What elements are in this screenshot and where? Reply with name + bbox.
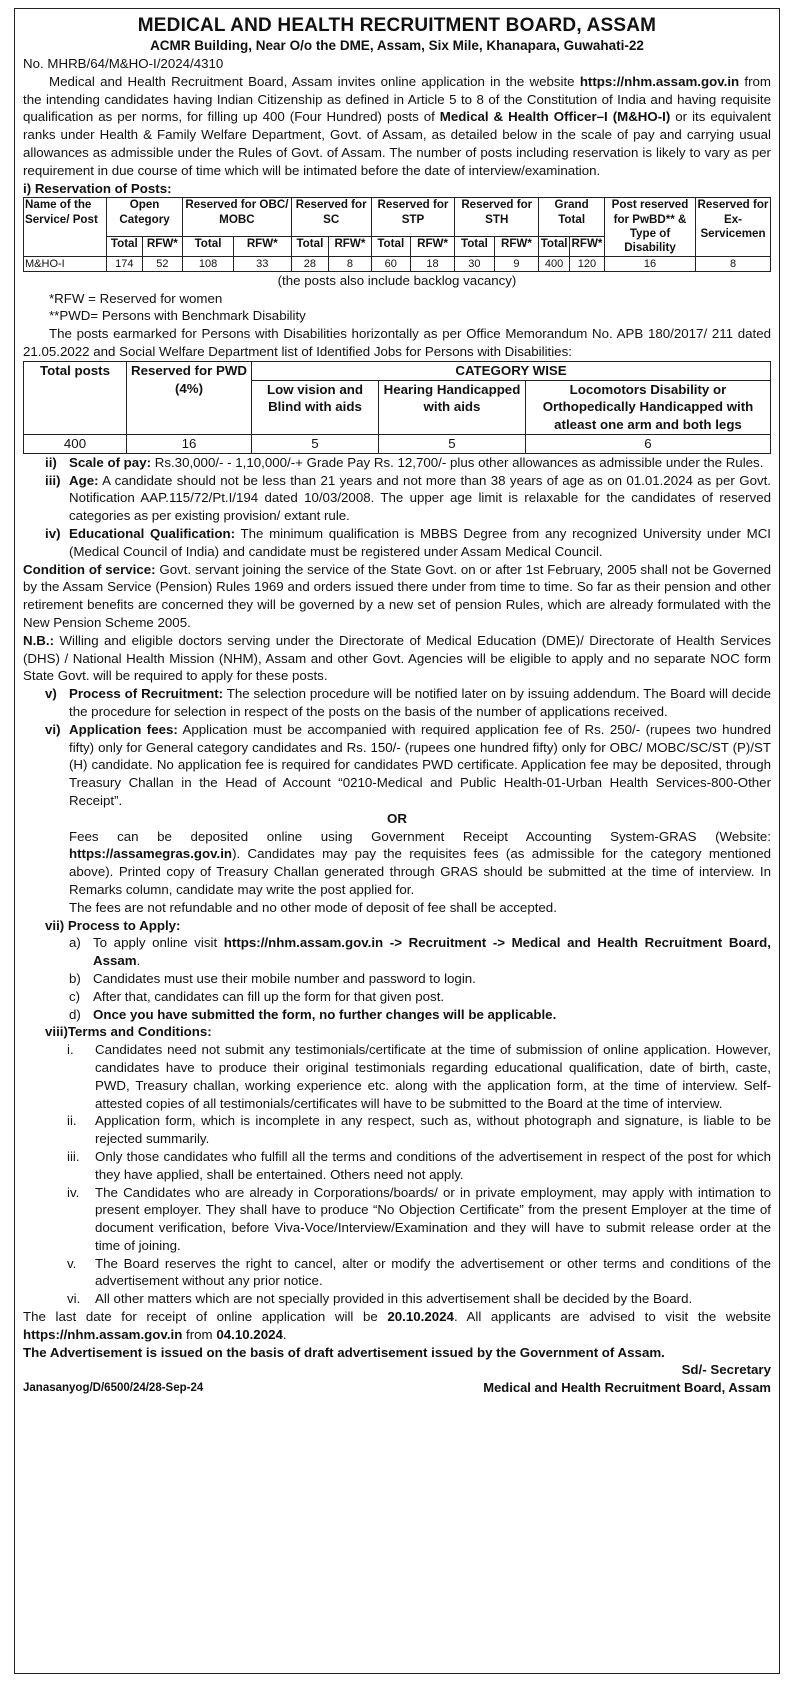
janasanyog-code: Janasanyog/D/6500/24/28-Sep-24 [23, 1382, 204, 1395]
apply-step-d: d) Once you have submitted the form, no further changes will be applicable. [69, 1006, 557, 1022]
intro-paragraph: Medical and Health Recruitment Board, Assam invites online application in the website https://nhm.assam.gov.in from the intending candidates having Indian Citizenship as defined in Article 5 to 8 of the Constitution of India and having requisite qualification as per norms, for filling up 400 (Four Hundred) posts of Medical & Health Officer–I (M&HO-I) or its equivalent ranks under Health & Family Welfare Department, Govt. of Assam, as detailed below in the scale of pay and carrying usual allowances as admissible under the Rules of Govt. of Assam. The number of posts including reservation is likely to vary as per requirement in due course of time which will be intimated before the date of interview/examination. [23, 73, 771, 178]
pwd-paragraph: The posts earmarked for Persons with Disabilities horizontally as per Office Memorandum No. APB 180/2017/ 211 dated 21.05.2022 and Social Welfare Department list of Identified Jobs for Persons with Disabilities: [23, 326, 771, 360]
condition-of-service: Condition of service: Govt. servant joining the service of the State Govt. on or after 1st February, 2005 shall not be Governed by the Assam Service (Pension) Rules 1969 and orders issued there under from time to time. So far as their pension and other retirement benefits are concerned they will be governed by a new set of pension Rules, which are already formulated with the New Pension Scheme 2005. [23, 561, 771, 630]
rfw-note: *RFW = Reserved for women [49, 290, 223, 306]
reservation-table: Name of the Service/ Post Open Category Reserved for OBC/ MOBC Reserved for SC Reserved for STP Reserved for STH Grand Total Post reserved for PwBD** & Type of Disability Reserved for Ex-Servicemen Total RFW* Total RFW* Total RFW* Total RFW* Total RFW* Total RFW* M&HO-I 174 52 108 33 28 8 60 18 30 9 400 120 16 8 [23, 197, 771, 271]
website-link[interactable]: https://nhm.assam.gov.in [579, 73, 740, 89]
term-item: vi. All other matters which are not specially provided in this advertisement shall be decided by the Board. [67, 1291, 693, 1307]
nhm-website-link[interactable]: https://nhm.assam.gov.in [23, 1326, 183, 1342]
term-item: v. The Board reserves the right to cancel, alter or modify the advertisement or other terms and conditions of the advertisement without any prior notice. [67, 1255, 771, 1289]
signature-line: Sd/- Secretary [681, 1362, 771, 1378]
recruitment-link[interactable]: https://nhm.assam.gov.in -> Recruitment -> Medical and Health Recruitment Board, Assam [93, 935, 771, 969]
apply-step-a: a) To apply online visit https://nhm.assam.gov.in -> Recruitment -> Medical and Health Recruitment Board, Assam. [69, 935, 771, 969]
educational-qualification: iv) Educational Qualification: The minimum qualification is MBBS Degree from any recognized University under MCI (Medical Council of India) and candidate must be registered under Assam Medical Council. [45, 526, 772, 559]
process-of-recruitment: v) Process of Recruitment: The selection procedure will be notified later on by issuing addendum. The Board will decide the procedure for selection in respect of the posts on the basis of the number of applications received. [45, 686, 771, 719]
footer [23, 1379, 771, 1397]
last-date-paragraph: The last date for receipt of online application will be 20.10.2024. All applicants are advised to visit the website https://nhm.assam.gov.in from 04.10.2024. [23, 1309, 771, 1342]
term-item: i. Candidates need not submit any testimonials/certificate at the time of submission of online application. However, candidates have to produce their original testimonials regarding educational qualification, date of birth, caste, PWD, Treasury challan, working experience etc. along with the application form, at the time of interview. Self-attested copies of all testimonials/certificates will have to be submitted to the Board at the time of interview. [67, 1042, 771, 1111]
board-title: MEDICAL AND HEALTH RECRUITMENT BOARD, ASSAM [137, 15, 657, 36]
advertisement-document [14, 8, 780, 1674]
reference-number: No. MHRB/64/M&HO-I/2024/4310 [23, 56, 224, 71]
or-separator: OR [387, 810, 407, 826]
nb-note: N.B.: Willing and eligible doctors serving under the Directorate of Medical Education (DME)/ Directorate of Health Services (DHS) / National Health Mission (NHM), Assam and other Govt. Agencies will be eligible to apply and no separate NOC form State Govt. will be required to apply for these posts. [23, 632, 771, 684]
age-limit: iii) Age: A candidate should not be less than 21 years and not more than 38 years of age as on 01.01.2024 as per Govt. Notification AAP.115/72/Pt.I/194 dated 10/03/2008. The upper age limit is relaxable for the candidates of reserved categories as per existing provision/ extant rule. [45, 472, 771, 524]
pwd-table: Total posts Reserved for PWD (4%) CATEGORY WISE Low vision and Blind with aids Hearing Handicapped with aids Locomotors Disability or Orthopedically Handicapped with atleast one arm and both legs 400 16 5 5 6 [23, 361, 771, 454]
application-fees: vi) Application fees: Application must be accompanied with required application fee of Rs. 250/- (rupees two hundred fifty) only for General category candidates and Rs. 150/- (rupees one hundred fifty) only for OBC/ MOBC/SC/ST (P)/ST (H) candidate. No application fee is required for candidates PWD certificate. Application fee may be deposited, through Treasury Challan in the Head of Account “0210-Medical and Public Health-01-Urban Health Services-800-Other Receipt”. [45, 721, 771, 808]
pwd-note: **PWD= Persons with Benchmark Disability [49, 308, 306, 324]
term-item: ii. Application form, which is incomplete in any respect, such as, without photograph and signature, is liable to be rejected summarily. [67, 1113, 771, 1147]
reservation-heading: i) Reservation of Posts: [23, 180, 172, 196]
apply-step-c: c) After that, candidates can fill up the form for that given post. [69, 988, 445, 1004]
process-to-apply-heading: vii) Process to Apply: [45, 917, 181, 933]
gras-website-link[interactable]: https://assamegras.gov.in [69, 846, 233, 862]
term-item: iv. The Candidates who are already in Corporations/boards/ or in private employment, may apply with intimation to present employer. They shall have to produce “No Objection Certificate” from the present Employer at the time of document verification, before Viva-Voce/Interview/Examination and they will have to submit release order at the time of joining. [67, 1184, 771, 1253]
scale-of-pay: ii) Scale of pay: Rs.30,000/- - 1,10,000/-+ Grade Pay Rs. 12,700/- plus other allowances as admissible under the Rules. [45, 454, 764, 470]
apply-step-b: b) Candidates must use their mobile number and password to login. [69, 970, 476, 986]
table-row: 400 16 5 5 6 [24, 435, 771, 454]
backlog-note: (the posts also include backlog vacancy) [277, 272, 517, 288]
table-row: M&HO-I 174 52 108 33 28 8 60 18 30 9 400 120 16 8 [24, 256, 771, 271]
signatory-office: Medical and Health Recruitment Board, Assam [483, 1380, 771, 1396]
term-item: iii. Only those candidates who fulfill all the terms and conditions of the advertisement in respect of the post for which they have applied, shall be entertained. Others need not apply. [67, 1148, 771, 1182]
gras-paragraph: Fees can be deposited online using Government Receipt Accounting System-GRAS (Website: https://assamegras.gov.in). Candidates may pay the requisites fees (as admissible for the category mentioned above). Printed copy of Treasury Challan generated through GRAS should be submitted at the time of interview. In Remarks column, candidate may write the post applied for. [69, 828, 771, 897]
board-address: ACMR Building, Near O/o the DME, Assam, Six Mile, Khanapara, Guwahati-22 [150, 38, 644, 53]
draft-note: The Advertisement is issued on the basis of draft advertisement issued by the Government of Assam. [23, 1344, 665, 1360]
fee-refund-note: The fees are not refundable and no other mode of deposit of fee shall be accepted. [69, 899, 557, 915]
terms-heading: viii)Terms and Conditions: [45, 1024, 212, 1040]
